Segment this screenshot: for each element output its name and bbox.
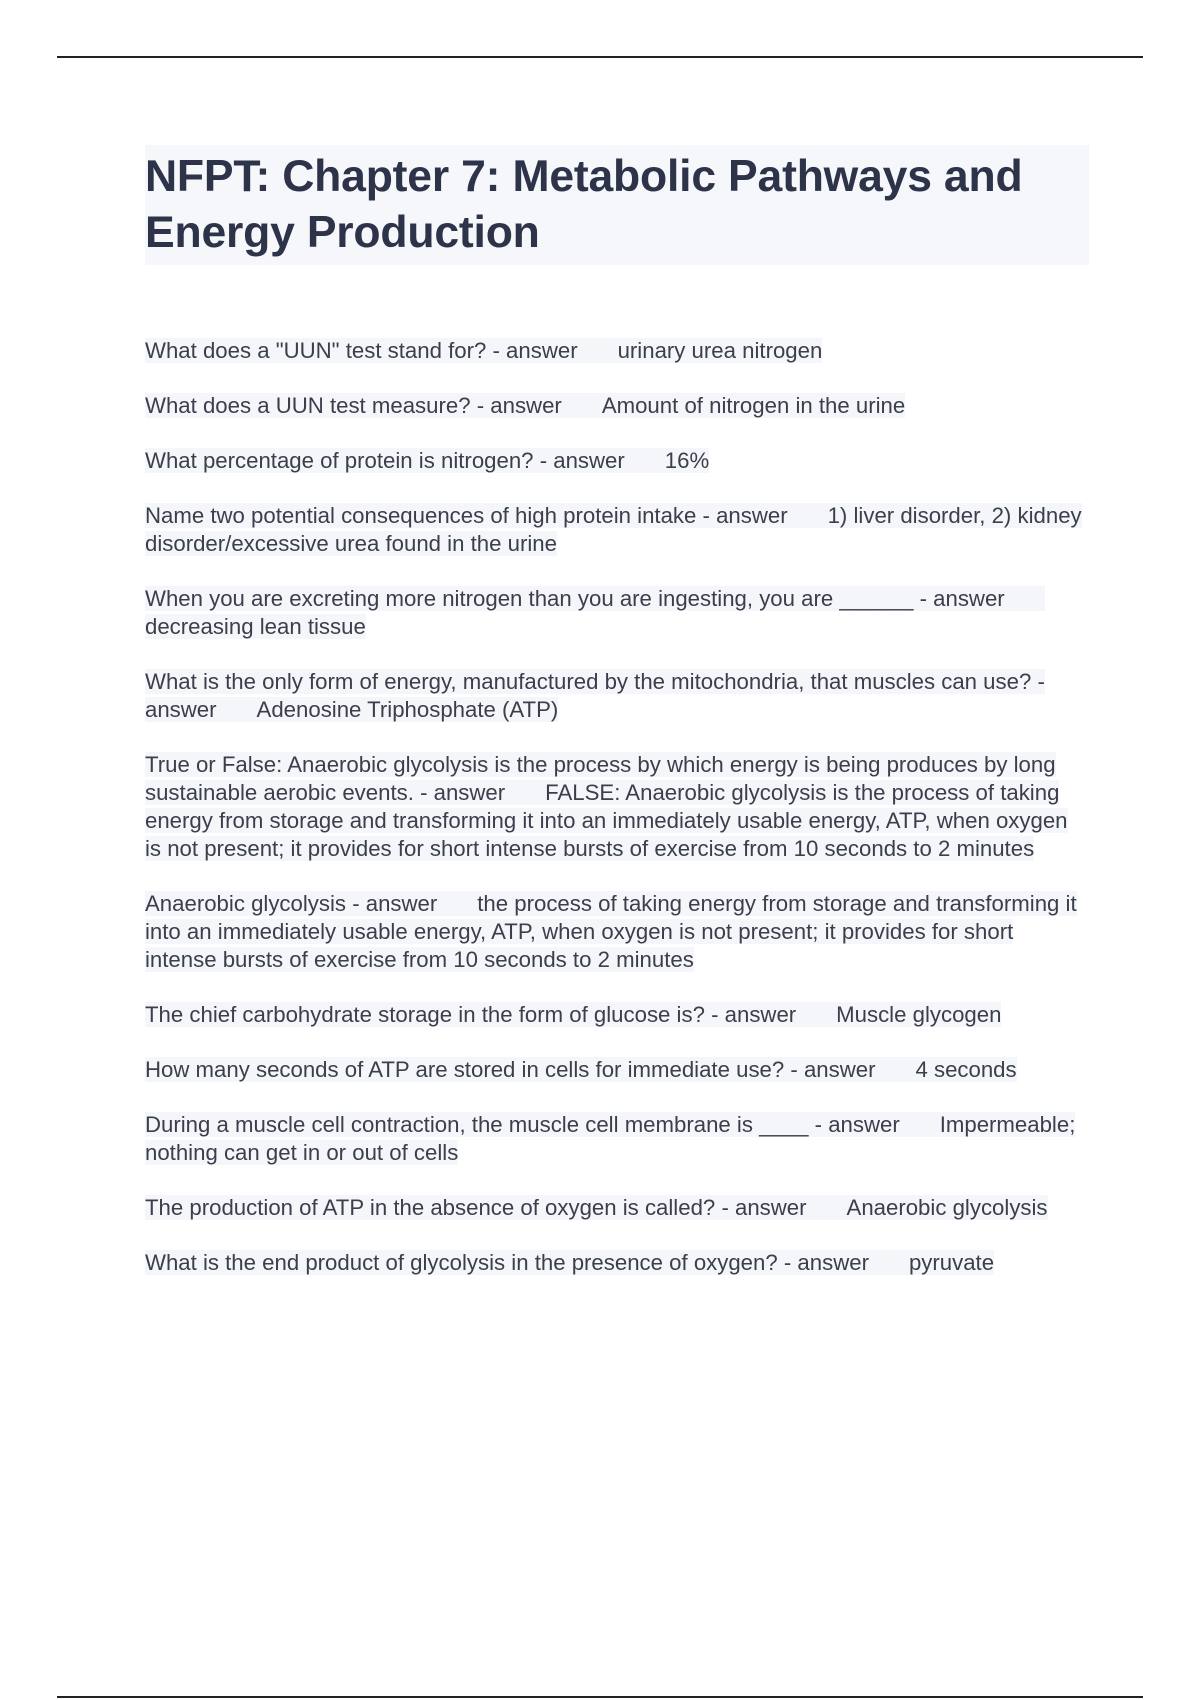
answer-text: FALSE: Anaerobic glycolysis is the process of taking energy from storage and transforming it into an immediately usable energy, ATP, when oxygen is not present; it provides for short intense bursts of exercise from 10 seconds to 2 minutes (145, 780, 1068, 861)
answer-separator: - answer (476, 393, 562, 418)
qa-item (145, 447, 1089, 475)
answer-text: Amount of nitrogen in the urine (601, 393, 906, 418)
answer-separator: - answer (352, 891, 438, 916)
answer-text: decreasing lean tissue (145, 614, 366, 639)
answer-text: Impermeable; nothing can get in or out of cells (145, 1112, 1076, 1165)
qa-item (145, 337, 1089, 365)
document-title: NFPT: Chapter 7: Metabolic Pathways and Energy Production (145, 145, 1089, 265)
question-text: The chief carbohydrate storage in the form of glucose is? (145, 1002, 705, 1027)
question-text: Anaerobic glycolysis (145, 891, 347, 916)
qa-list (145, 337, 1089, 1304)
answer-text: Adenosine Triphosphate (ATP) (256, 697, 559, 722)
answer-text: Muscle glycogen (836, 1002, 1002, 1027)
answer-text: urinary urea nitrogen (617, 338, 823, 363)
question-text: What does a "UUN" test stand for? (145, 338, 487, 363)
qa-item (145, 392, 1089, 420)
answer-text: 4 seconds (915, 1057, 1017, 1082)
answer-separator: - answer (721, 1195, 807, 1220)
qa-item (145, 751, 1089, 863)
answer-text: Anaerobic glycolysis (846, 1195, 1048, 1220)
answer-text: the process of taking energy from storage and transforming it into an immediately usable energy, ATP, when oxygen is not present; it provides for short intense bursts of exercise from 10 seconds to 2 minutes (145, 891, 1077, 972)
answer-separator: - answer (702, 503, 788, 528)
qa-item (145, 1249, 1089, 1277)
question-text: What is the end product of glycolysis in the presence of oxygen? (145, 1250, 778, 1275)
question-text: What percentage of protein is nitrogen? (145, 448, 534, 473)
answer-separator: - answer (814, 1112, 900, 1137)
question-text: Name two potential consequences of high protein intake (145, 503, 697, 528)
qa-item (145, 1194, 1089, 1222)
qa-item (145, 668, 1089, 724)
question-text: True or False: Anaerobic glycolysis is the process by which energy is being produces by long sustainable aerobic events. (145, 752, 1056, 805)
answer-separator: - answer (420, 780, 506, 805)
answer-separator: - answer (145, 669, 1045, 722)
question-text: How many seconds of ATP are stored in cells for immediate use? (145, 1057, 785, 1082)
qa-item (145, 890, 1089, 974)
answer-text: 16% (664, 448, 710, 473)
question-text: The production of ATP in the absence of oxygen is called? (145, 1195, 716, 1220)
answer-text: 1) liver disorder, 2) kidney disorder/excessive urea found in the urine (145, 503, 1082, 556)
question-text: During a muscle cell contraction, the muscle cell membrane is ____ (145, 1112, 809, 1137)
answer-separator: - answer (492, 338, 578, 363)
qa-item (145, 585, 1089, 641)
document-body (145, 145, 1089, 1275)
bottom-rule (57, 1696, 1143, 1698)
question-text: What does a UUN test measure? (145, 393, 471, 418)
qa-item (145, 1001, 1089, 1029)
answer-separator: - answer (790, 1057, 876, 1082)
answer-separator: - answer (711, 1002, 797, 1027)
answer-separator: - answer (783, 1250, 869, 1275)
question-text: What is the only form of energy, manufactured by the mitochondria, that muscles can use? (145, 669, 1032, 694)
top-rule (57, 56, 1143, 58)
answer-separator: - answer (539, 448, 625, 473)
answer-separator: - answer (919, 586, 1005, 611)
qa-item (145, 1056, 1089, 1084)
answer-text: pyruvate (908, 1250, 995, 1275)
question-text: When you are excreting more nitrogen than you are ingesting, you are ______ (145, 586, 914, 611)
qa-item (145, 502, 1089, 558)
qa-item (145, 1111, 1089, 1167)
